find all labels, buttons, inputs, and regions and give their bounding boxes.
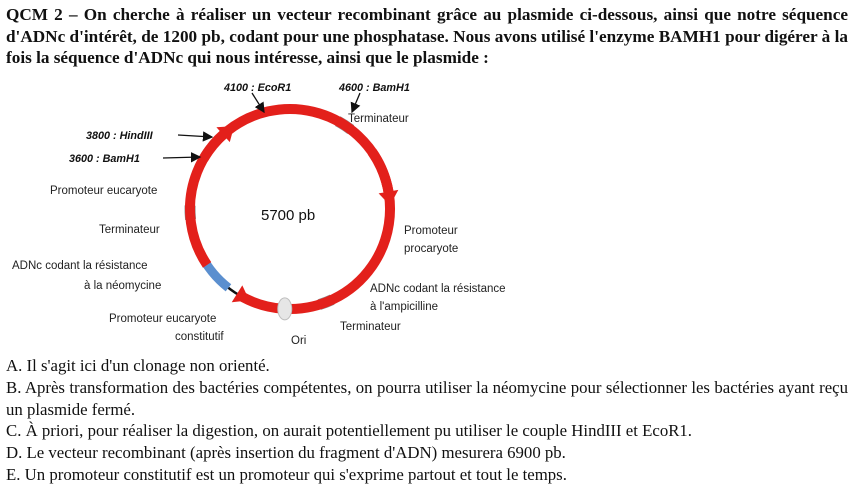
site-bamh1-top-label: 4600 : BamH1: [339, 82, 410, 94]
question-number: QCM 2 –: [6, 5, 78, 24]
question-text: On cherche à réaliser un vecteur recombinant grâce au plasmide ci-dessous, ainsi que notre séquence d'ADNc d'intérêt, de 1200 pb, codant pour une phosphatase. Nous avons utilisé l'enzyme BAMH1 pour digérer à la fois la séquence d'ADNc qui nous intéresse, ainsi que le plasmide :: [6, 5, 849, 67]
terminator-top-label: Terminateur: [348, 113, 409, 125]
promoter-prokaryote-label-2: procaryote: [404, 243, 459, 255]
neomycin-resistance-label-2: à la néomycine: [84, 280, 162, 292]
ampicillin-resistance-label-1: ADNc codant la résistance: [370, 283, 506, 295]
ori-marker: [278, 298, 292, 320]
option-b[interactable]: B. Après transformation des bactéries compétentes, on pourra utiliser la néomycine pour sélectionner les bactéries ayant reçu un plasmide fermé.: [6, 377, 848, 419]
option-d[interactable]: D. Le vecteur recombinant (après insertion du fragment d'ADN) mesurera 6900 pb.: [6, 443, 566, 463]
promoter-constitutive-label-1: Promoteur eucaryote: [109, 313, 217, 325]
option-e[interactable]: E. Un promoteur constitutif est un promoteur qui s'exprime partout et tout le temps.: [6, 464, 567, 484]
bamh1-top-pointer: [352, 93, 360, 112]
question-stem: [6, 4, 848, 69]
option-c[interactable]: C. À priori, pour réaliser la digestion, on aurait potentiellement pu utiliser le couple HindIII et EcoR1.: [6, 421, 692, 441]
option-a[interactable]: A. Il s'agit ici d'un clonage non orienté.: [6, 356, 270, 375]
hindiii-pointer: [178, 135, 212, 137]
site-bamh1-left-label: 3600 : BamH1: [69, 153, 140, 165]
answer-options: [6, 355, 848, 486]
plasmid-figure: [0, 80, 560, 350]
terminator-left-label: Terminateur: [99, 224, 160, 236]
promoter-prokaryote-label-1: Promoteur: [404, 225, 458, 237]
bamh1-left-pointer: [163, 157, 200, 158]
plasmid-size-label: 5700 pb: [261, 207, 316, 224]
plasmid-map: [0, 80, 560, 350]
terminator-bottom-label: Terminateur: [340, 321, 401, 333]
site-ecor1-label: 4100 : EcoR1: [224, 82, 292, 94]
promoter-eukaryote-label: Promoteur eucaryote: [50, 185, 158, 197]
promoter-constitutive-label-2: constitutif: [175, 331, 224, 343]
site-hindiii-label: 3800 : HindIII: [86, 130, 153, 142]
ori-label: Ori: [291, 335, 307, 347]
ampicillin-resistance-label-2: à l'ampicilline: [370, 301, 439, 313]
neomycin-resistance-label-1: ADNc codant la résistance: [12, 260, 148, 272]
